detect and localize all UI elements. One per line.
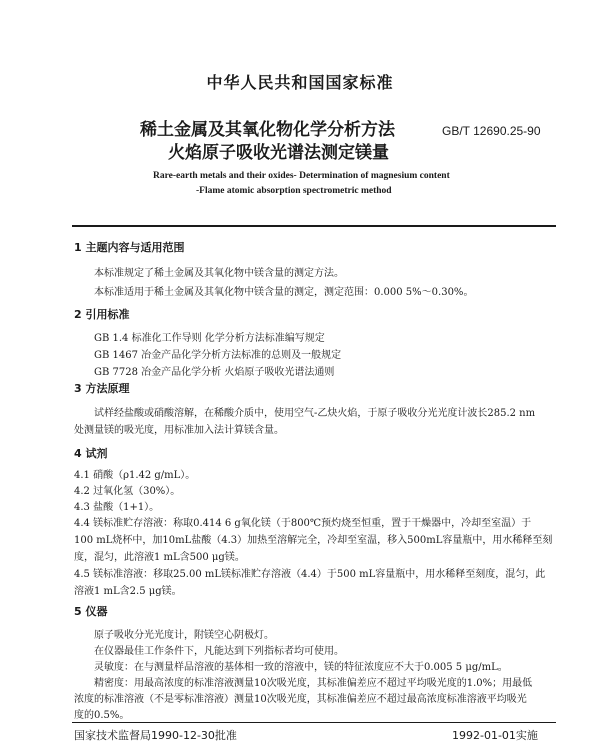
section3-heading: 3 方法原理 bbox=[74, 382, 130, 395]
section3-paragraph: 试样经盐酸或硝酸溶解，在稀酸介质中，使用空气-乙炔火焰，于原子吸收分光光度计波长285.2 nm bbox=[94, 408, 536, 419]
reference-item: GB 1467 冶金产品化学分析方法标准的总则及一般规定 bbox=[94, 350, 342, 361]
section5-heading: 5 仪器 bbox=[74, 605, 108, 618]
section4-heading: 4 试剂 bbox=[74, 447, 108, 460]
document-title-line2: 火焰原子吸收光谱法测定镁量 bbox=[168, 143, 389, 163]
section5-paragraph: 灵敏度：在与测量样品溶液的基体相一致的溶液中，镁的特征浓度应不大于0.005 5 μg/mL。 bbox=[94, 662, 508, 673]
english-title-line2: -Flame atomic absorption spectrometric method bbox=[196, 186, 392, 196]
section5-paragraph: 在仪器最佳工作条件下，凡能达到下列指标者均可使用。 bbox=[94, 646, 344, 657]
section5-paragraph: 精密度：用最高浓度的标准溶液测量10次吸光度，其标准偏差应不超过平均吸光度的1.0%；用最低 bbox=[94, 678, 533, 689]
reagent-item: 100 mL烧杯中，加10mL盐酸（4.3）加热至溶解完全，冷却至室温，移入500mL容量瓶中，用水稀释至刻 bbox=[74, 535, 553, 546]
implementation-date: 1992-01-01实施 bbox=[452, 729, 538, 742]
reagent-item: 4.4 镁标准贮存溶液：称取0.414 6 g氧化镁（于800℃预灼烧至恒重，置于干燥器中，冷却至室温）于 bbox=[74, 518, 532, 529]
section1-paragraph: 本标准适用于稀土金属及其氧化物中镁含量的测定，测定范围：0.000 5%～0.30%。 bbox=[94, 287, 474, 298]
national-standard-heading: 中华人民共和国国家标准 bbox=[206, 73, 394, 92]
approval-date: 国家技术监督局1990-12-30批准 bbox=[74, 729, 237, 742]
reference-item: GB 1.4 标准化工作导则 化学分析方法标准编写规定 bbox=[94, 333, 325, 344]
header-divider bbox=[72, 225, 556, 227]
reagent-item: 溶液1 mL含2.5 μg镁。 bbox=[74, 586, 182, 597]
reagent-item: 度，混匀，此溶液1 mL含500 μg镁。 bbox=[74, 552, 245, 563]
section3-paragraph: 处测量镁的吸光度，用标准加入法计算镁含量。 bbox=[74, 425, 284, 436]
section5-paragraph: 原子吸收分光光度计，附镁空心阴极灯。 bbox=[94, 630, 274, 641]
footer-divider bbox=[72, 722, 556, 723]
section1-paragraph: 本标准规定了稀土金属及其氧化物中镁含量的测定方法。 bbox=[94, 268, 344, 279]
section1-heading: 1 主题内容与适用范围 bbox=[74, 241, 185, 254]
reagent-item: 4.3 盐酸（1+1）。 bbox=[74, 502, 160, 513]
reagent-item: 4.2 过氧化氢（30%）。 bbox=[74, 486, 181, 497]
english-title-line1: Rare-earth metals and their oxides- Determination of magnesium content bbox=[153, 171, 450, 181]
reagent-item: 4.1 硝酸（ρ1.42 g/mL）。 bbox=[74, 470, 196, 481]
standard-code: GB/T 12690.25-90 bbox=[442, 124, 541, 138]
section5-paragraph: 浓度的标准溶液（不是零标准溶液）测量10次吸光度，其标准偏差应不超过最高浓度标准溶液平均吸光 bbox=[74, 694, 527, 705]
section5-paragraph: 度的0.5%。 bbox=[74, 710, 130, 721]
document-title-line1: 稀土金属及其氧化物化学分析方法 bbox=[140, 120, 395, 140]
reference-item: GB 7728 冶金产品化学分析 火焰原子吸收光谱法通则 bbox=[94, 367, 335, 378]
section2-heading: 2 引用标准 bbox=[74, 308, 130, 321]
reagent-item: 4.5 镁标准溶液：移取25.00 mL镁标准贮存溶液（4.4）于500 mL容量瓶中，用水稀释至刻度，混匀，此 bbox=[74, 569, 546, 580]
